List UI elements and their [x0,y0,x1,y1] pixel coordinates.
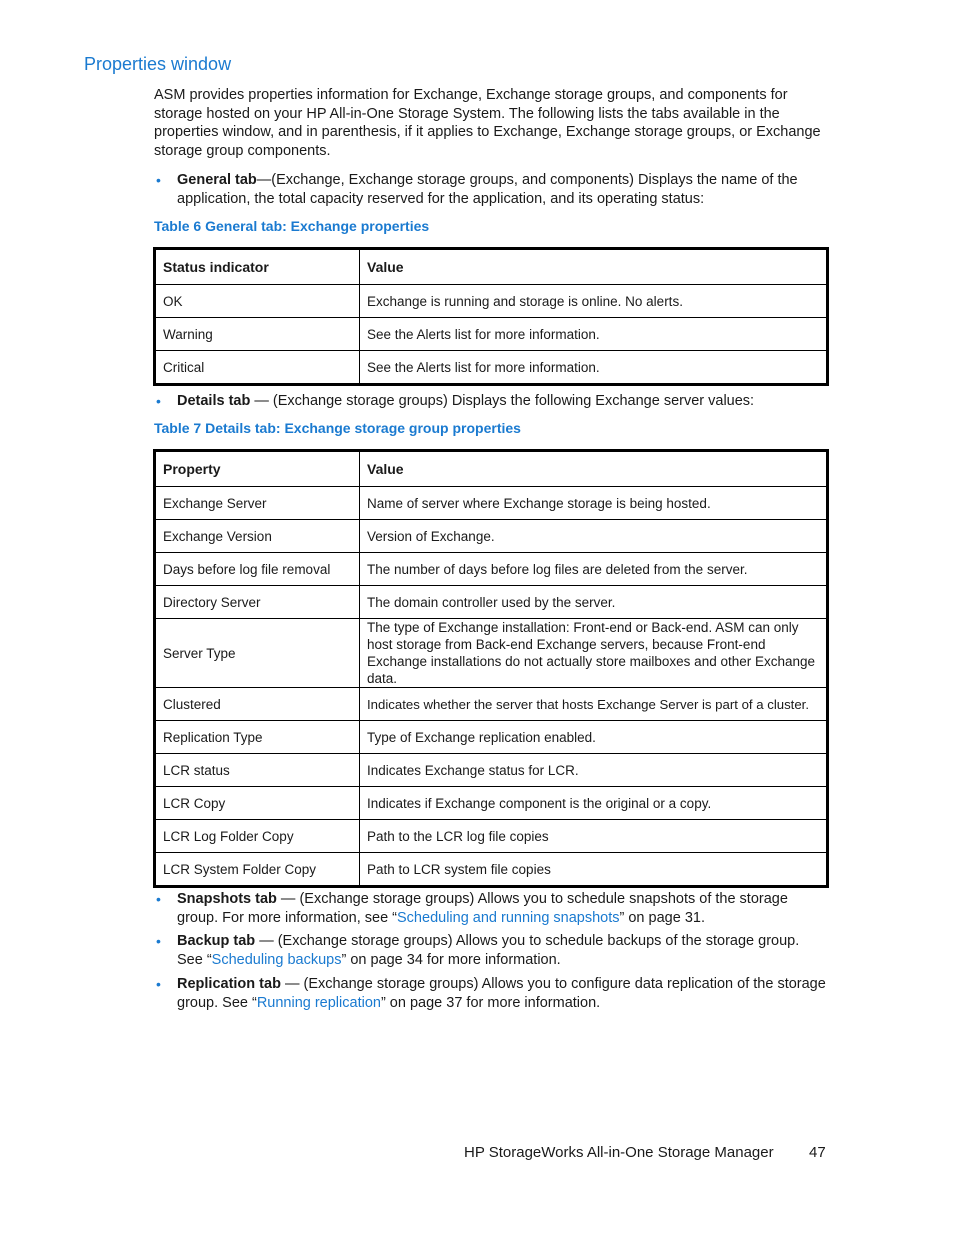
table-cell: Indicates if Exchange component is the original or a copy. [360,787,828,820]
table-cell: Version of Exchange. [360,520,828,553]
table-cell: The domain controller used by the server. [360,586,828,619]
bullet-text: —(Exchange, Exchange storage groups, and components) Displays the name of the application, the total capacity reserved for the application, and its operating status: [177,172,798,207]
table-cell: The type of Exchange installation: Front-end or Back-end. ASM can only host storage from Back-end Exchange servers, because Front-end Exchange installations do not actually store mailboxes and other Exchange data. [360,619,828,688]
table-cell: Directory Server [155,586,360,619]
table-cell: OK [155,285,360,318]
table-cell: Type of Exchange replication enabled. [360,721,828,754]
table-cell: Days before log file removal [155,553,360,586]
table-row [155,487,828,520]
bullet-icon: • [156,891,161,907]
bullet-replication-tab [154,975,826,1012]
table-row [155,853,828,887]
table-row [155,688,828,721]
table-cell: Name of server where Exchange storage is being hosted. [360,487,828,520]
bullet-term: General tab [177,172,257,188]
page-number: 47 [809,1144,826,1161]
column-header: Status indicator [155,249,360,285]
bullet-text: ” on page 37 for more information. [380,994,601,1011]
table-row [155,787,828,820]
table-row [155,721,828,754]
table-row [155,318,828,351]
table-header-row [155,451,828,487]
bullet-icon: • [156,172,161,188]
table-row [155,553,828,586]
link-scheduling-backups[interactable]: Scheduling backups [211,951,342,968]
table-row [155,586,828,619]
table-cell: See the Alerts list for more information. [360,318,828,351]
bullet-term: Backup tab [177,933,256,949]
column-header: Value [360,249,828,285]
table-cell: Warning [155,318,360,351]
table-cell: Exchange is running and storage is online. No alerts. [360,285,828,318]
link-scheduling-snapshots[interactable]: Scheduling and running snapshots [397,909,620,926]
table-cell: Path to the LCR log file copies [360,820,828,853]
bullet-text: — (Exchange storage groups) Allows you to schedule backups of the storage group. See “ [177,933,800,968]
table7-caption: Table 7 Details tab: Exchange storage group properties [154,420,521,436]
bullet-snapshots-tab [154,890,826,927]
table-cell: LCR Copy [155,787,360,820]
table-row [155,520,828,553]
table-cell: Critical [155,351,360,385]
table6-caption: Table 6 General tab: Exchange properties [154,218,430,234]
table-cell: Clustered [155,688,360,721]
column-header: Property [155,451,360,487]
table-row [155,351,828,385]
bullet-backup-tab [154,932,826,969]
column-header: Value [360,451,828,487]
table-row [155,619,828,688]
bullet-term: Details tab [177,393,251,409]
section-title: Properties window [84,54,232,74]
table6-general-properties [153,247,829,386]
bullet-general-tab [154,171,826,208]
bullet-text: ” on page 31. [619,909,705,926]
bullet-details-tab [154,392,826,411]
bullet-term: Snapshots tab [177,891,277,907]
table-cell: LCR System Folder Copy [155,853,360,887]
table-cell: Server Type [155,619,360,688]
bullet-text: — (Exchange storage groups) Displays the following Exchange server values: [250,393,755,409]
table-cell: LCR Log Folder Copy [155,820,360,853]
table-cell: See the Alerts list for more information. [360,351,828,385]
table-cell: The number of days before log files are deleted from the server. [360,553,828,586]
table-cell: Indicates Exchange status for LCR. [360,754,828,787]
bullet-text: — (Exchange storage groups) Allows you to schedule snapshots of the storage group. For more information, see “ [177,891,788,926]
table-cell: Exchange Version [155,520,360,553]
table-row [155,820,828,853]
intro-paragraph: ASM provides properties information for Exchange, Exchange storage groups, and components for storage hosted on your HP All-in-One Storage System. The following lists the tabs available in the properties window, and in parenthesis, if it applies to Exchange, Exchange storage groups, or Exchange storage group components. [154,87,821,159]
bullet-term: Replication tab [177,976,281,992]
bullet-text: — (Exchange storage groups) Allows you to configure data replication of the storage group. See “ [177,976,826,1011]
link-running-replication[interactable]: Running replication [256,994,381,1011]
table-header-row [155,249,828,285]
table-row [155,285,828,318]
footer-title: HP StorageWorks All-in-One Storage Manager [464,1144,774,1161]
table-cell: Path to LCR system file copies [360,853,828,887]
bullet-icon: • [156,393,161,409]
table7-details-properties [153,449,829,888]
bullet-text: ” on page 34 for more information. [341,951,561,968]
bullet-icon: • [156,933,161,949]
bullet-icon: • [156,976,161,992]
table-cell: LCR status [155,754,360,787]
table-cell: Replication Type [155,721,360,754]
table-cell: Indicates whether the server that hosts Exchange Server is part of a cluster. [360,688,828,721]
table-cell: Exchange Server [155,487,360,520]
table-row [155,754,828,787]
